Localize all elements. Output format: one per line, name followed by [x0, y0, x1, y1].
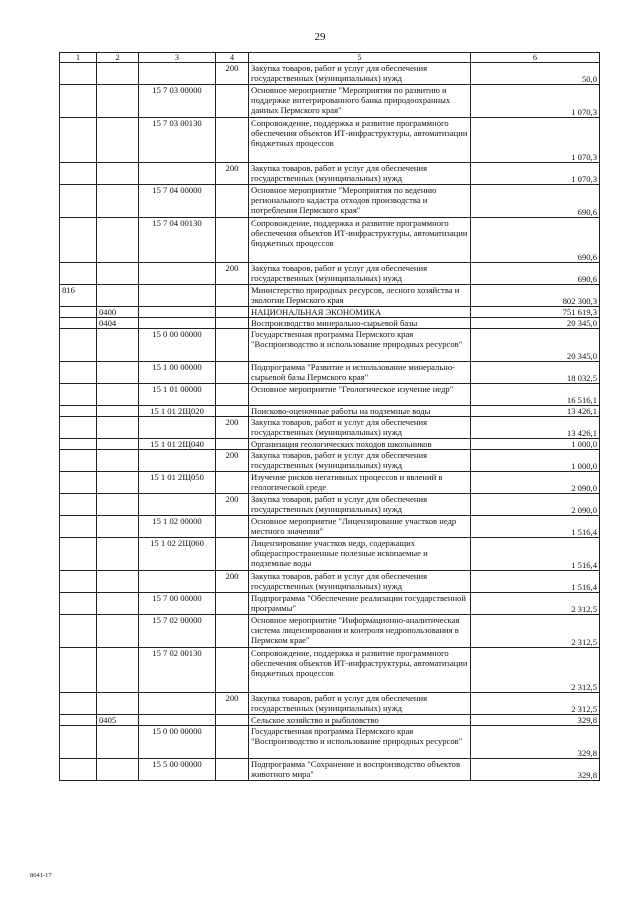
section-code-cell	[97, 384, 139, 406]
target-item-code-cell: 15 0 00 00000	[139, 726, 216, 759]
description-cell: Закупка товаров, работ и услуг для обеспечения государственных (муниципальных) нужд	[249, 571, 471, 593]
description-cell: НАЦИОНАЛЬНАЯ ЭКОНОМИКА	[249, 307, 471, 318]
table-row	[60, 318, 600, 329]
description-cell: Подпрограмма "Развитие и использование минерально-сырьевой базы Пермского края"	[249, 362, 471, 384]
target-item-code-cell: 15 7 03 00130	[139, 118, 216, 163]
description-cell: Основное мероприятие "Мероприятия по развитию и поддержке интегрированного банка природоохранных данных Пермского края"	[249, 85, 471, 118]
table-row	[60, 648, 600, 693]
description-cell: Основное мероприятие "Геологическое изучение недр"	[249, 384, 471, 406]
section-code-cell	[97, 406, 139, 417]
column-header: 6	[471, 53, 600, 63]
amount-cell: 20 345,0	[471, 329, 600, 362]
table-row	[60, 329, 600, 362]
section-code-cell	[97, 615, 139, 648]
description-cell: Закупка товаров, работ и услуг для обеспечения государственных (муниципальных) нужд	[249, 163, 471, 185]
amount-cell: 1 516,4	[471, 516, 600, 538]
budget-table	[59, 52, 600, 781]
amount-cell: 13 426,1	[471, 406, 600, 417]
amount-cell: 1 516,4	[471, 538, 600, 571]
description-cell: Закупка товаров, работ и услуг для обеспечения государственных (муниципальных) нужд	[249, 263, 471, 285]
table-row	[60, 406, 600, 417]
section-code-cell	[97, 472, 139, 494]
section-code-cell	[97, 285, 139, 307]
description-cell: Основное мероприятие "Информационно-аналитическая система лицензирования и контроля недропользования в Пермском крае"	[249, 615, 471, 648]
level-code-cell	[60, 185, 97, 218]
amount-cell: 1 070,3	[471, 163, 600, 185]
amount-cell: 2 312,5	[471, 615, 600, 648]
expense-type-cell	[216, 726, 249, 759]
level-code-cell	[60, 406, 97, 417]
target-item-code-cell	[139, 263, 216, 285]
level-code-cell	[60, 571, 97, 593]
amount-cell: 2 312,5	[471, 593, 600, 615]
table-row	[60, 593, 600, 615]
table-row	[60, 494, 600, 516]
target-item-code-cell: 15 7 02 00000	[139, 615, 216, 648]
amount-cell: 329,8	[471, 726, 600, 759]
expense-type-cell	[216, 384, 249, 406]
target-item-code-cell	[139, 307, 216, 318]
expense-type-cell	[216, 362, 249, 384]
section-code-cell	[97, 362, 139, 384]
table-row	[60, 439, 600, 450]
table-row	[60, 693, 600, 715]
description-cell: Подпрограмма "Сохранение и воспроизводство объектов животного мира"	[249, 759, 471, 781]
table-row	[60, 63, 600, 85]
expense-type-cell	[216, 318, 249, 329]
level-code-cell	[60, 218, 97, 263]
description-cell: Организация геологических походов школьников	[249, 439, 471, 450]
target-item-code-cell	[139, 693, 216, 715]
amount-cell: 18 032,5	[471, 362, 600, 384]
target-item-code-cell	[139, 417, 216, 439]
table-row	[60, 362, 600, 384]
target-item-code-cell	[139, 494, 216, 516]
description-cell: Министерство природных ресурсов, лесного хозяйства и экологии Пермского края	[249, 285, 471, 307]
table-row	[60, 85, 600, 118]
expense-type-cell	[216, 285, 249, 307]
expense-type-cell: 200	[216, 417, 249, 439]
expense-type-cell: 200	[216, 63, 249, 85]
column-header: 3	[139, 53, 216, 63]
expense-type-cell	[216, 406, 249, 417]
section-code-cell	[97, 593, 139, 615]
expense-type-cell	[216, 715, 249, 726]
table-row	[60, 163, 600, 185]
section-code-cell: 0404	[97, 318, 139, 329]
description-cell: Основное мероприятие "Лицензирование участков недр местного значения"	[249, 516, 471, 538]
level-code-cell	[60, 439, 97, 450]
section-code-cell	[97, 218, 139, 263]
column-header: 1	[60, 53, 97, 63]
section-code-cell	[97, 571, 139, 593]
amount-cell: 329,8	[471, 715, 600, 726]
target-item-code-cell	[139, 450, 216, 472]
section-code-cell	[97, 329, 139, 362]
section-code-cell	[97, 450, 139, 472]
table-row	[60, 516, 600, 538]
expense-type-cell	[216, 439, 249, 450]
table-row	[60, 185, 600, 218]
target-item-code-cell	[139, 571, 216, 593]
expense-type-cell	[216, 118, 249, 163]
amount-cell: 1 070,3	[471, 85, 600, 118]
expense-type-cell	[216, 329, 249, 362]
level-code-cell	[60, 593, 97, 615]
target-item-code-cell: 15 7 00 00000	[139, 593, 216, 615]
section-code-cell	[97, 726, 139, 759]
level-code-cell	[60, 538, 97, 571]
level-code-cell	[60, 384, 97, 406]
section-code-cell: 0400	[97, 307, 139, 318]
level-code-cell	[60, 494, 97, 516]
description-cell: Воспроизводство минерально-сырьевой базы	[249, 318, 471, 329]
target-item-code-cell: 15 1 01 2Щ020	[139, 406, 216, 417]
expense-type-cell	[216, 307, 249, 318]
target-item-code-cell: 15 5 00 00000	[139, 759, 216, 781]
amount-cell: 802 300,3	[471, 285, 600, 307]
description-cell: Закупка товаров, работ и услуг для обеспечения государственных (муниципальных) нужд	[249, 63, 471, 85]
amount-cell: 1 070,3	[471, 118, 600, 163]
level-code-cell	[60, 715, 97, 726]
amount-cell: 690,6	[471, 218, 600, 263]
table-row	[60, 571, 600, 593]
target-item-code-cell: 15 1 02 00000	[139, 516, 216, 538]
amount-cell: 13 426,1	[471, 417, 600, 439]
target-item-code-cell	[139, 285, 216, 307]
table-row	[60, 450, 600, 472]
description-cell: Сопровождение, поддержка и развитие программного обеспечения объектов ИТ-инфраструктуры, автоматизации бюджетных процессов	[249, 218, 471, 263]
description-cell: Закупка товаров, работ и услуг для обеспечения государственных (муниципальных) нужд	[249, 494, 471, 516]
section-code-cell	[97, 185, 139, 218]
amount-cell: 2 312,5	[471, 693, 600, 715]
section-code-cell	[97, 759, 139, 781]
level-code-cell	[60, 693, 97, 715]
table-row	[60, 472, 600, 494]
target-item-code-cell: 15 7 03 00000	[139, 85, 216, 118]
expense-type-cell	[216, 472, 249, 494]
target-item-code-cell: 15 1 01 2Щ040	[139, 439, 216, 450]
expense-type-cell: 200	[216, 450, 249, 472]
level-code-cell	[60, 615, 97, 648]
table-row	[60, 715, 600, 726]
table-row	[60, 307, 600, 318]
amount-cell: 2 090,0	[471, 494, 600, 516]
table-row	[60, 118, 600, 163]
level-code-cell	[60, 85, 97, 118]
description-cell: Закупка товаров, работ и услуг для обеспечения государственных (муниципальных) нужд	[249, 693, 471, 715]
level-code-cell	[60, 472, 97, 494]
target-item-code-cell: 15 7 04 00130	[139, 218, 216, 263]
amount-cell: 2 312,5	[471, 648, 600, 693]
table-row	[60, 726, 600, 759]
section-code-cell	[97, 439, 139, 450]
description-cell: Подпрограмма "Обеспечение реализации государственной программы"	[249, 593, 471, 615]
expense-type-cell: 200	[216, 494, 249, 516]
level-code-cell	[60, 417, 97, 439]
page-number: 29	[314, 31, 326, 43]
amount-cell: 690,6	[471, 263, 600, 285]
description-cell: Закупка товаров, работ и услуг для обеспечения государственных (муниципальных) нужд	[249, 417, 471, 439]
level-code-cell	[60, 263, 97, 285]
target-item-code-cell	[139, 163, 216, 185]
level-code-cell	[60, 726, 97, 759]
table-header-row	[60, 53, 600, 63]
description-cell: Закупка товаров, работ и услуг для обеспечения государственных (муниципальных) нужд	[249, 450, 471, 472]
target-item-code-cell: 15 1 01 2Щ050	[139, 472, 216, 494]
description-cell: Государственная программа Пермского края "Воспроизводство и использование природных ресурсов"	[249, 726, 471, 759]
expense-type-cell	[216, 615, 249, 648]
section-code-cell	[97, 516, 139, 538]
description-cell: Поисково-оценочные работы на подземные воды	[249, 406, 471, 417]
level-code-cell	[60, 362, 97, 384]
amount-cell: 690,6	[471, 185, 600, 218]
description-cell: Сопровождение, поддержка и развитие программного обеспечения объектов ИТ-инфраструктуры, автоматизации бюджетных процессов	[249, 118, 471, 163]
table-row	[60, 759, 600, 781]
column-header: 5	[249, 53, 471, 63]
description-cell: Основное мероприятие "Мероприятия по ведению регионального кадастра отходов производства и потребления Пермского края"	[249, 185, 471, 218]
column-header: 4	[216, 53, 249, 63]
amount-cell: 1 000,0	[471, 439, 600, 450]
expense-type-cell: 200	[216, 263, 249, 285]
section-code-cell	[97, 85, 139, 118]
table-row	[60, 417, 600, 439]
target-item-code-cell	[139, 63, 216, 85]
description-cell: Сельское хозяйство и рыболовство	[249, 715, 471, 726]
target-item-code-cell: 15 1 00 00000	[139, 362, 216, 384]
section-code-cell	[97, 417, 139, 439]
description-cell: Изучение рисков негативных процессов и явлений в геологической среде	[249, 472, 471, 494]
amount-cell: 329,8	[471, 759, 600, 781]
table-row	[60, 538, 600, 571]
expense-type-cell	[216, 516, 249, 538]
expense-type-cell	[216, 185, 249, 218]
level-code-cell	[60, 329, 97, 362]
expense-type-cell	[216, 218, 249, 263]
target-item-code-cell: 15 1 01 00000	[139, 384, 216, 406]
amount-cell: 751 619,3	[471, 307, 600, 318]
level-code-cell	[60, 118, 97, 163]
expense-type-cell	[216, 85, 249, 118]
description-cell: Сопровождение, поддержка и развитие программного обеспечения объектов ИТ-инфраструктуры, автоматизации бюджетных процессов	[249, 648, 471, 693]
amount-cell: 20 345,0	[471, 318, 600, 329]
level-code-cell	[60, 318, 97, 329]
description-cell: Лицензирование участков недр, содержащих общераспространенные полезные ископаемые и подземные воды	[249, 538, 471, 571]
target-item-code-cell	[139, 318, 216, 329]
footer-code: 8641-17	[30, 872, 52, 879]
table-row	[60, 218, 600, 263]
expense-type-cell	[216, 593, 249, 615]
level-code-cell	[60, 759, 97, 781]
target-item-code-cell: 15 0 00 00000	[139, 329, 216, 362]
target-item-code-cell	[139, 715, 216, 726]
table-row	[60, 263, 600, 285]
section-code-cell	[97, 693, 139, 715]
amount-cell: 16 516,1	[471, 384, 600, 406]
section-code-cell	[97, 163, 139, 185]
column-header: 2	[97, 53, 139, 63]
expense-type-cell	[216, 759, 249, 781]
level-code-cell: 816	[60, 285, 97, 307]
level-code-cell	[60, 63, 97, 85]
expense-type-cell: 200	[216, 163, 249, 185]
table-row	[60, 384, 600, 406]
section-code-cell	[97, 494, 139, 516]
section-code-cell	[97, 538, 139, 571]
table-row	[60, 615, 600, 648]
expense-type-cell	[216, 648, 249, 693]
expense-type-cell: 200	[216, 693, 249, 715]
table-row	[60, 285, 600, 307]
level-code-cell	[60, 516, 97, 538]
expense-type-cell: 200	[216, 571, 249, 593]
level-code-cell	[60, 648, 97, 693]
level-code-cell	[60, 307, 97, 318]
level-code-cell	[60, 450, 97, 472]
level-code-cell	[60, 163, 97, 185]
expense-type-cell	[216, 538, 249, 571]
target-item-code-cell: 15 7 02 00130	[139, 648, 216, 693]
amount-cell: 2 090,0	[471, 472, 600, 494]
section-code-cell	[97, 648, 139, 693]
section-code-cell	[97, 263, 139, 285]
section-code-cell	[97, 118, 139, 163]
amount-cell: 1 000,0	[471, 450, 600, 472]
target-item-code-cell: 15 1 02 2Щ060	[139, 538, 216, 571]
section-code-cell: 0405	[97, 715, 139, 726]
description-cell: Государственная программа Пермского края "Воспроизводство и использование природных ресурсов"	[249, 329, 471, 362]
amount-cell: 1 516,4	[471, 571, 600, 593]
amount-cell: 50,0	[471, 63, 600, 85]
section-code-cell	[97, 63, 139, 85]
target-item-code-cell: 15 7 04 00000	[139, 185, 216, 218]
